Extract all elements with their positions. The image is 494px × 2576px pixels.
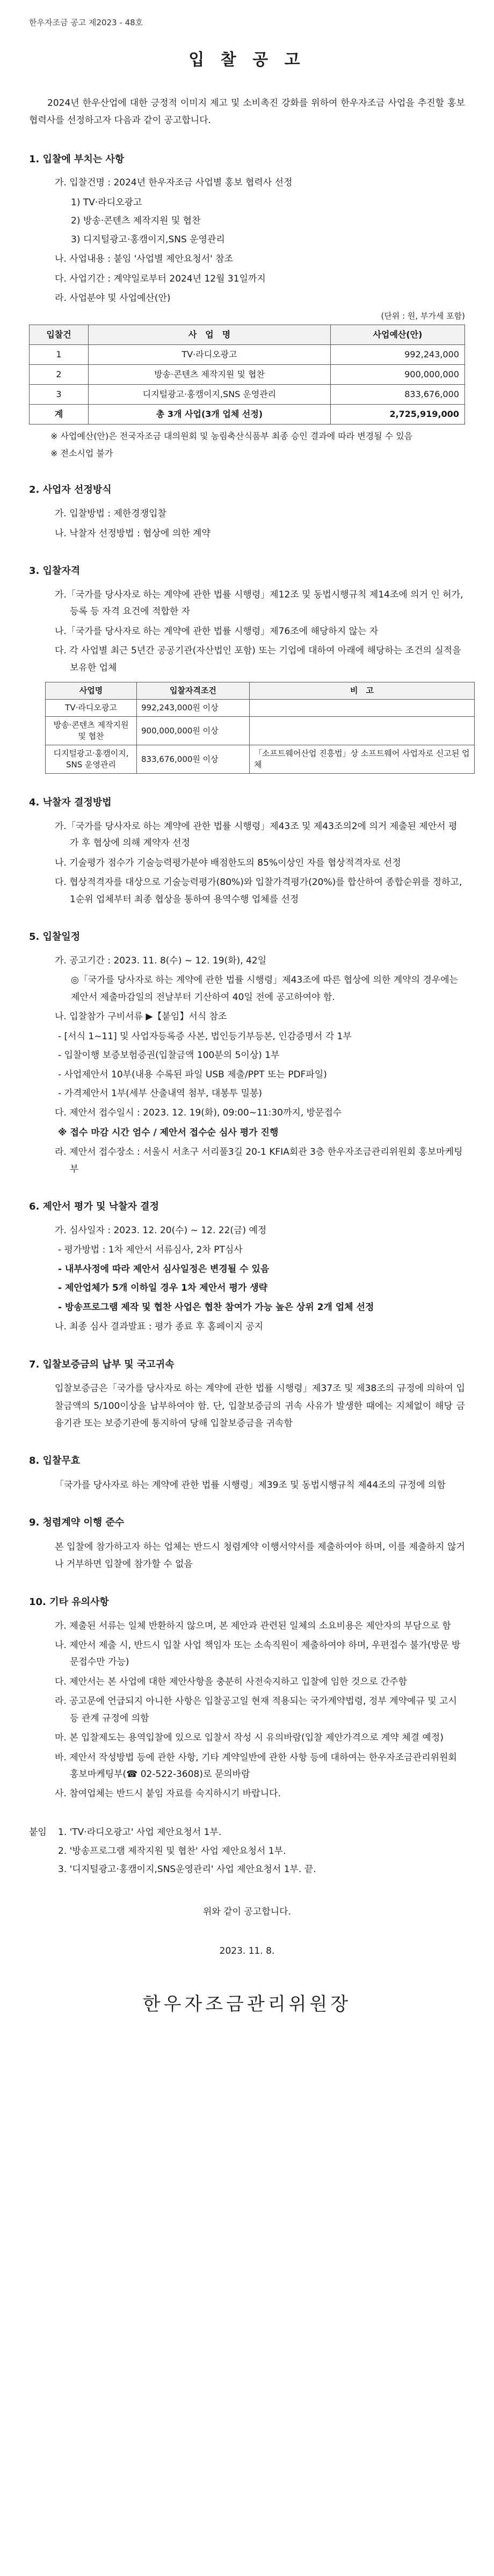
- section-integrity-contract: [29, 1515, 465, 1573]
- qualification-item: 다. 각 사업별 최근 5년간 공공기관(자산법인 포함) 또는 기업에 대하여 아래에 해당하는 조건의 실적을 보유한 업체: [55, 645, 461, 673]
- section-schedule: [29, 930, 465, 1178]
- section-body: 본 입찰에 참가하고자 하는 업체는 반드시 청렴계약 이행서약서를 제출하여야 하며, 이를 제출하지 않거나 거부하면 입찰에 참가할 수 없음: [55, 1542, 465, 1570]
- bid-method: 가. 입찰방법 : 제한경쟁입찰: [55, 508, 166, 520]
- section-selection-method: [29, 483, 465, 542]
- evaluation-item: - 방송프로그램 제작 및 협찬 사업은 협찬 참여가 가능 높은 상위 2개 업체 선정: [58, 1301, 374, 1313]
- result-announcement: 나. 최종 심사 결과발표 : 평가 종료 후 홈페이지 공지: [55, 1321, 264, 1333]
- notice-period-note: ◎「국가를 당사자로 하는 계약에 관한 법률 시행령」제43조에 따른 협상에 의한 계약의 경우에는 제안서 제출마감일의 전날부터 기산하여 40일 전에 공고하여야 함.: [71, 975, 459, 1003]
- note-item: 마. 본 입찰제도는 용역입찰에 있으로 입찰서 작성 시 유의바람(입찰 제안가격으로 계약 체결 예정): [55, 1732, 444, 1744]
- attachment-row: [29, 1843, 465, 1860]
- closing-statement: 위와 같이 공고합니다.: [202, 1906, 291, 1917]
- intro-paragraph: 2024년 한우산업에 대한 긍정적 이미지 제고 및 소비촉진 강화를 위하여 한우자조금 사업을 추진할 홍보 협력사를 선정하고자 다음과 같이 공고합니다.: [29, 98, 465, 126]
- bid-name: 가. 입찰건명 : 2024년 한우자조금 사업별 홍보 협력사 선정: [55, 177, 293, 189]
- budget-table: [29, 325, 465, 424]
- note-item: 가. 제출된 서류는 일체 반환하지 않으며, 본 제안과 관련된 일체의 소요비용은 제안자의 부담으로 함: [55, 1620, 451, 1631]
- table-cell: 2,725,919,000: [331, 405, 465, 424]
- document-item: - 사업제안서 10부(내용 수록된 파일 USB 제출/PPT 또는 PDF파일): [58, 1069, 327, 1080]
- table-header: 비 고: [250, 682, 475, 700]
- attachment-row: [29, 1824, 465, 1841]
- section-bid-items: [29, 152, 465, 462]
- table-cell: 「소프트웨어산업 진흥법」상 소프트웨어 사업자로 신고된 업체: [250, 745, 475, 774]
- evaluation-item: - 제안업체가 5개 이하일 경우 1차 제안서 평가 생략: [58, 1283, 268, 1294]
- section-body: 「국가를 당사자로 하는 계약에 관한 법률 시행령」제39조 및 동법시행규칙 제44조의 규정에 의함: [55, 1480, 446, 1491]
- table-header: 입찰건: [30, 325, 89, 345]
- announcement-date: 2023. 11. 8.: [219, 1945, 275, 1956]
- evaluation-item: - 평가방법 : 1차 제안서 서류심사, 2차 PT심사: [58, 1244, 243, 1256]
- submission-place: 라. 제안서 접수장소 : 서울시 서초구 서리풀3길 20-1 KFIA회관 3층 한우자조금관리위원회 홍보마케팅부: [55, 1147, 463, 1175]
- table-row: [46, 700, 475, 717]
- review-date: 가. 심사일자 : 2023. 12. 20(수) ~ 12. 22(금) 예정: [55, 1225, 267, 1236]
- attachment-row: [29, 1861, 465, 1878]
- section-heading: 9. 청렴계약 이행 준수: [29, 1517, 125, 1529]
- table-header: 입찰자격조건: [137, 682, 250, 700]
- qualification-item: 가.「국가를 당사자로 하는 계약에 관한 법률 시행령」제12조 및 동법시행규칙 제14조에 의거 인 허가, 등록 등 자격 요건에 적합한 자: [55, 589, 463, 617]
- section-heading: 7. 입찰보증금의 납부 및 국고귀속: [29, 1358, 175, 1370]
- attachment-item: 3. '디지털광고·홍캠이지,SNS운영관리' 사업 제안요청서 1부. 끝.: [58, 1864, 316, 1875]
- table-header: 사 업 명: [89, 325, 331, 345]
- budget-note: ※ 전소시업 불가: [50, 448, 113, 459]
- table-cell: TV·라디오광고: [89, 345, 331, 365]
- table-header: 사업예산(안): [331, 325, 465, 345]
- table-cell: 833,676,000원 이상: [137, 745, 250, 774]
- section-body: 입찰보증금은「국가를 당사자로 하는 계약에 관한 법률 시행령」제37조 및 제38조의 규정에 의하여 입찰금액의 5/100이상을 납부하여야 함. 단, 입찰보증금의 귀속 사유가 발생한 때에는 지체없이 해당 금융기관 또는 보증기관에 통지하여 당해 입찰보증금을 귀속함: [55, 1383, 465, 1429]
- section-heading: 4. 낙찰자 결정방법: [29, 797, 112, 809]
- table-row: [30, 345, 465, 365]
- table-row: [30, 385, 465, 405]
- section-heading: 2. 사업자 선정방식: [29, 484, 112, 496]
- table-cell: 900,000,000: [331, 365, 465, 385]
- bid-sub-item: 1) TV·라디오광고: [71, 197, 142, 208]
- project-content: 나. 사업내용 : 붙임 '사업별 제안요청서' 참조: [55, 254, 234, 265]
- document-item: - [서식 1~11] 및 사업자등록증 사본, 법인등기부등본, 인감증명서 각 1부: [58, 1031, 352, 1042]
- section-qualification: [29, 564, 470, 774]
- section-invalid-bid: [29, 1454, 465, 1494]
- submission-warning: ※ 접수 마감 시간 엄수 / 제안서 접수순 심사 평가 진행: [58, 1127, 279, 1138]
- table-row: [46, 717, 475, 745]
- attachment-item: 1. 'TV·라디오광고' 사업 제안요청서 1부.: [58, 1826, 222, 1838]
- qualification-table: [45, 682, 475, 774]
- table-cell: TV·라디오광고: [46, 700, 137, 717]
- required-documents: 나. 입찰참가 구비서류 ▶【붙임】서식 참조: [55, 1011, 227, 1023]
- section-heading: 8. 입찰무효: [29, 1455, 81, 1467]
- unit-note: (단위 : 원, 부가세 포함): [381, 311, 465, 321]
- section-winner-decision: [29, 795, 465, 908]
- document-item: - 입찰이행 보증보험증권(입찰금액 100분의 5이상) 1부: [58, 1050, 280, 1061]
- table-total-row: [30, 405, 465, 424]
- section-evaluation: [29, 1199, 465, 1335]
- note-item: 바. 제안서 작성방법 등에 관한 사항, 기타 계약일반에 관한 사항 등에 대하여는 한우자조금관리위원회 홍보마케팅부(☎ 02-522-3608)로 문의바람: [55, 1752, 457, 1780]
- table-cell: 3: [30, 385, 89, 405]
- note-item: 라. 공고문에 언급되지 아니한 사항은 입찰공고일 현재 적용되는 국가계약법령, 정부 계약예규 및 고시 등 관계 규정에 의함: [55, 1696, 457, 1724]
- section-bid-bond: [29, 1357, 465, 1433]
- winner-method: 나. 낙찰자 선정방법 : 협상에 의한 계약: [55, 528, 210, 539]
- note-item: 다. 제안서는 본 사업에 대한 제안사항을 충분히 사전숙지하고 입찰에 임한 것으로 간주함: [55, 1676, 408, 1687]
- table-cell: 총 3개 사업(3개 업체 선정): [89, 405, 331, 424]
- page-title: 입 찰 공 고: [188, 51, 306, 69]
- decision-item: 다. 협상적격자를 대상으로 기술능력평가(80%)와 입찰가격평가(20%)를 합산하여 종합순위를 정하고, 1순위 업체부터 최종 협상을 통하여 용역수행 업체를 선정: [55, 877, 462, 905]
- table-header: 사업명: [46, 682, 137, 700]
- notice-period: 가. 공고기간 : 2023. 11. 8(수) ~ 12. 19(화), 42일: [55, 955, 267, 966]
- table-cell: 900,000,000원 이상: [137, 717, 250, 745]
- attachment-item: 2. '방송프로그램 제작지원 및 협찬' 사업 제안요청서 1부.: [58, 1845, 286, 1857]
- note-item: 나. 제안서 제출 시, 반드시 입찰 사업 책임자 또는 소속직원이 제출하여야 하며, 우편접수 불가(방문 방문접수만 가능): [55, 1639, 461, 1668]
- section-heading: 1. 입찰에 부치는 사항: [29, 153, 125, 165]
- table-cell: 833,676,000: [331, 385, 465, 405]
- table-cell: 1: [30, 345, 89, 365]
- table-cell: 992,243,000: [331, 345, 465, 365]
- project-budget-heading: 라. 사업분야 및 사업예산(안): [55, 293, 171, 304]
- section-other-notes: [29, 1595, 465, 1803]
- section-heading: 3. 입찰자격: [29, 565, 81, 577]
- attachment-label: 붙임: [29, 1826, 47, 1838]
- qualification-item: 나.「국가를 당사자로 하는 계약에 관한 법률 시행령」제76조에 해당하지 않는 자: [55, 625, 379, 637]
- evaluation-item: - 내부사정에 따라 제안서 심사일정은 변경될 수 있음: [58, 1263, 270, 1275]
- section-heading: 10. 기타 유의사항: [29, 1596, 109, 1608]
- section-heading: 5. 입찰일정: [29, 931, 81, 943]
- section-heading: 6. 제안서 평가 및 낙찰자 결정: [29, 1201, 159, 1213]
- budget-note: ※ 사업예산(안)은 전국자조금 대의원회 및 농림축산식품부 최종 승인 결과에 따라 변경될 수 있음: [50, 431, 413, 442]
- project-period: 다. 사업기간 : 계약일로부터 2024년 12월 31일까지: [55, 273, 266, 284]
- table-cell: 디지털광고·홍캠이지, SNS 운영관리: [46, 745, 137, 774]
- table-cell: 계: [30, 405, 89, 424]
- table-cell: 디지털광고·홍캠이지,SNS 운영관리: [89, 385, 331, 405]
- bid-sub-item: 2) 방송·콘텐츠 제작지원 및 협찬: [71, 215, 201, 227]
- table-cell: 방송·콘텐츠 제작지원 및 협찬: [89, 365, 331, 385]
- submission-datetime: 다. 제안서 접수일시 : 2023. 12. 19(화), 09:00~11:30까지, 방문접수: [55, 1107, 342, 1119]
- table-cell: 방송·콘텐츠 제작지원 및 협찬: [46, 717, 137, 745]
- bid-sub-item: 3) 디지털광고·홍캠이지,SNS 운영관리: [71, 234, 225, 245]
- decision-item: 가.「국가를 당사자로 하는 계약에 관한 법률 시행령」제43조 및 제43조의2에 의거 제출된 제안서 평가 후 협상에 의해 계약자 선정: [55, 821, 457, 849]
- table-row: [46, 745, 475, 774]
- document-item: - 가격제안서 1부(세부 산출내역 첨부, 대봉투 밀봉): [58, 1088, 263, 1099]
- table-cell: 992,243,000원 이상: [137, 700, 250, 717]
- table-cell: [250, 717, 475, 745]
- note-item: 사. 참여업체는 반드시 붙임 자료를 숙지하시기 바랍니다.: [55, 1788, 281, 1800]
- announcement-number: 한우자조금 공고 제2023 - 48호: [29, 18, 143, 27]
- table-cell: 2: [30, 365, 89, 385]
- table-row: [30, 365, 465, 385]
- attachments: [29, 1824, 465, 1878]
- issuing-organization: 한우자조금관리위원장: [142, 1994, 352, 2016]
- table-cell: [250, 700, 475, 717]
- decision-item: 나. 기술평가 점수가 기술능력평가분야 배점한도의 85%이상인 자를 협상적격자로 선정: [55, 857, 401, 868]
